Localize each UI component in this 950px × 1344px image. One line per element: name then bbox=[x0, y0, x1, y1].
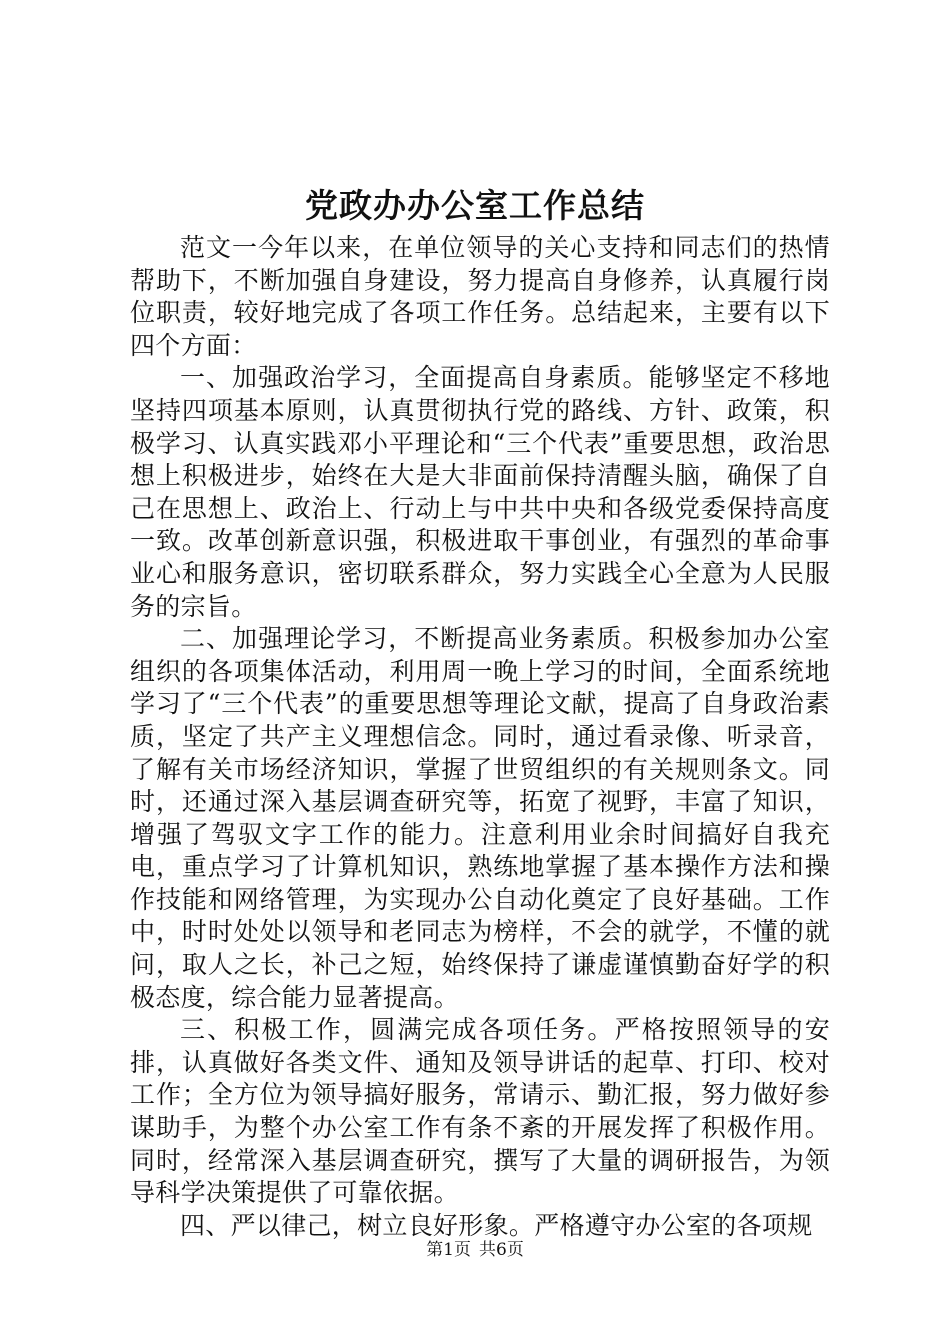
document-body bbox=[130, 232, 830, 1242]
intro-paragraph: 范文一今年以来，在单位领导的关心支持和同志们的热情帮助下，不断加强自身建设，努力提高自身修养，认真履行岗位职责，较好地完成了各项工作任务。总结起来，主要有以下四个方面： bbox=[130, 233, 830, 360]
page-total: 共6页 bbox=[479, 1240, 524, 1260]
document-title: 党政办办公室工作总结 bbox=[305, 186, 645, 225]
section-one-paragraph: 一、加强政治学习，全面提高自身素质。能够坚定不移地坚持四项基本原则，认真贯彻执行党的路线、方针、政策，积极学习、认真实践邓小平理论和“三个代表”重要思想，政治思想上积极进步，始终在大是大非面前保持清醒头脑，确保了自己在思想上、政治上、行动上与中共中央和各级党委保持高度一致。改革创新意识强，积极进取干事创业，有强烈的革命事业心和服务意识，密切联系群众，努力实践全心全意为人民服务的宗旨。 bbox=[130, 363, 830, 621]
page-footer bbox=[0, 1238, 950, 1262]
section-four-paragraph: 四、严以律己，树立良好形象。严格遵守办公室的各项规 bbox=[180, 1210, 813, 1240]
section-two-paragraph: 二、加强理论学习，不断提高业务素质。积极参加办公室组织的各项集体活动，利用周一晚上学习的时间，全面系统地学习了“三个代表”的重要思想等理论文献，提高了自身政治素质，坚定了共产主义理想信念。同时，通过看录像、听录音，了解有关市场经济知识，掌握了世贸组织的有关规则条文。同时，还通过深入基层调查研究等，拓宽了视野，丰富了知识，增强了驾驭文字工作的能力。注意利用业余时间搞好自我充电，重点学习了计算机知识，熟练地掌握了基本操作方法和操作技能和网络管理，为实现办公自动化奠定了良好基础。工作中，时时处处以领导和老同志为榜样，不会的就学，不懂的就问，取人之长，补己之短，始终保持了谦虚谨慎勤奋好学的积极态度，综合能力显著提高。 bbox=[130, 624, 830, 1012]
page-number: 第1页 bbox=[426, 1240, 471, 1260]
section-three-paragraph: 三、积极工作，圆满完成各项任务。严格按照领导的安排，认真做好各类文件、通知及领导讲话的起草、打印、校对工作；全方位为领导搞好服务，常请示、勤汇报，努力做好参谋助手，为整个办公室工作有条不紊的开展发挥了积极作用。同时，经常深入基层调查研究，撰写了大量的调研报告，为领导科学决策提供了可靠依据。 bbox=[130, 1015, 830, 1208]
